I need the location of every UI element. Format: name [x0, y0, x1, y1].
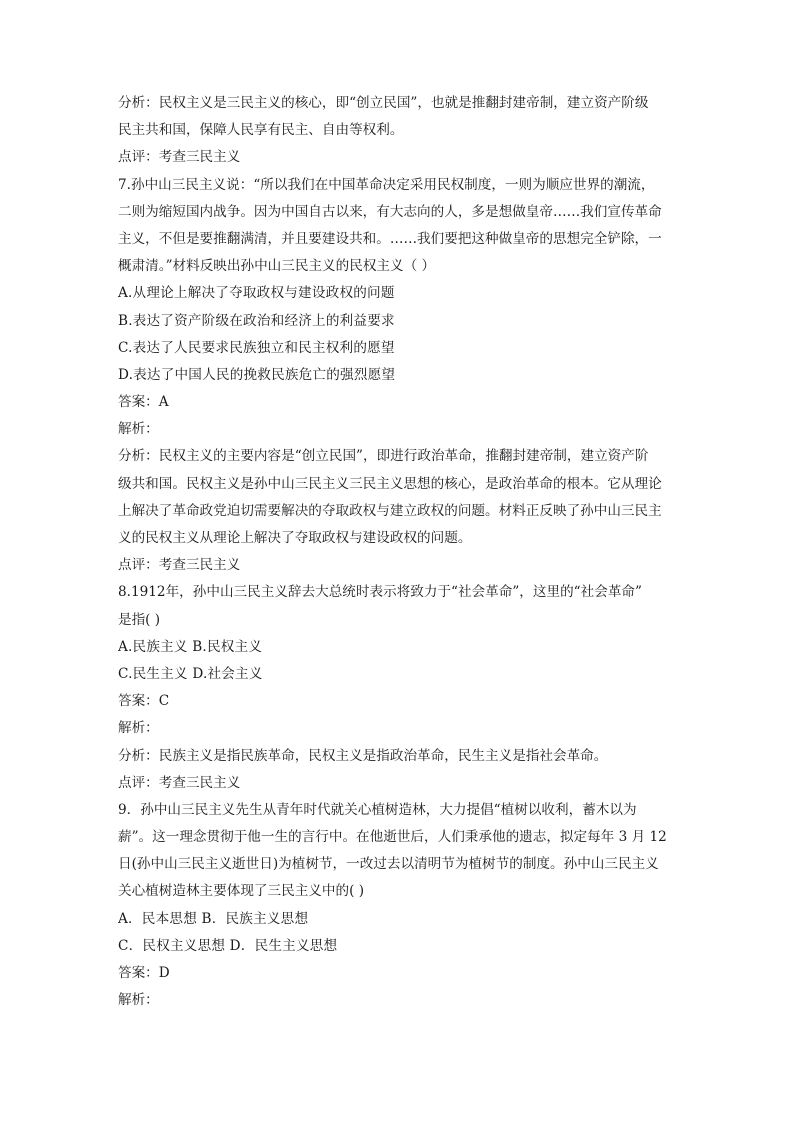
question-9-stem: 关心植树造林主要体现了三民主义中的( )	[118, 883, 365, 900]
question-7-stem: 二则为缩短国内战争。因为中国自古以来，有大志向的人，多是想做皇帝……我们宣传革命	[118, 203, 662, 220]
question-9-explanation-heading: 解析：	[118, 992, 159, 1009]
question-8-explanation-heading: 解析：	[118, 720, 159, 737]
question-7-stem: 概肃清。”材料反映出孙中山三民主义的民权主义（ ）	[118, 258, 436, 275]
question-7-option-d: D.表达了中国人民的挽救民族危亡的强烈愿望	[118, 366, 396, 383]
text-line: 民主共和国，保障人民享有民主、自由等权利。	[118, 122, 404, 139]
question-7-answer: 答案：A	[118, 394, 169, 411]
question-9-stem: 9．孙中山三民主义先生从青年时代就关心植树造林，大力提倡“植树以收利，蓄木以为	[118, 801, 637, 818]
question-7-analysis: 上解决了革命政党迫切需要解决的夺取政权与建立政权的问题。材料正反映了孙中山三民主	[118, 502, 662, 519]
question-7-explanation-heading: 解析：	[118, 421, 159, 438]
question-8-options-ab: A.民族主义 B.民权主义	[118, 638, 263, 655]
question-7-analysis: 级共和国。民权主义是孙中山三民主义三民主义思想的核心，是政治革命的根本。它从理论	[118, 475, 662, 492]
question-8-stem: 8.1912年，孙中山三民主义辞去大总统时表示将致力于“社会革命”，这里的“社会革命”	[118, 584, 642, 601]
question-7-stem: 主义，不但是要推翻满清，并且要建设共和。……我们要把这种做皇帝的思想完全铲除，一	[118, 230, 662, 247]
question-7-option-b: B.表达了资产阶级在政治和经济上的利益要求	[118, 312, 395, 329]
question-8-answer: 答案：C	[118, 693, 170, 710]
question-8-comment: 点评：考查三民主义	[118, 774, 241, 791]
question-7-comment: 点评：考查三民主义	[118, 557, 241, 574]
question-8-analysis: 分析：民族主义是指民族革命，民权主义是指政治革命，民生主义是指社会革命。	[118, 747, 608, 764]
question-8-options-cd: C.民生主义 D.社会主义	[118, 665, 263, 682]
text-line: 分析：民权主义是三民主义的核心，即“创立民国”，也就是推翻封建帝制，建立资产阶级	[118, 95, 649, 111]
question-7-analysis: 分析：民权主义的主要内容是“创立民国”，即进行政治革命，推翻封建帝制，建立资产阶	[118, 448, 649, 465]
question-9-answer: 答案：D	[118, 965, 170, 981]
question-7-analysis: 义的民权主义从理论上解决了夺取政权与建设政权的问题。	[118, 530, 472, 546]
question-7-option-c: C.表达了人民要求民族独立和民主权利的愿望	[118, 339, 395, 356]
question-9-options-cd: C．民权主义思想 D．民生主义思想	[118, 937, 338, 954]
question-9-stem: 日(孙中山三民主义逝世日)为植树节，一改过去以清明节为植树节的制度。孙中山三民主义	[118, 856, 659, 873]
question-7-option-a: A.从理论上解决了夺取政权与建设政权的问题	[118, 285, 395, 302]
question-9-options-ab: A．民本思想 B．民族主义思想	[118, 910, 309, 927]
question-7-stem: 7.孙中山三民主义说：“所以我们在中国革命决定采用民权制度，一则为顺应世界的潮流，	[118, 176, 655, 193]
question-8-stem: 是指( )	[118, 611, 161, 628]
document-page	[118, 90, 678, 1014]
question-9-stem: 薪”。这一理念贯彻于他一生的言行中。在他逝世后，人们秉承他的遗志，拟定每年 3 月 12	[118, 829, 667, 846]
comment-line: 点评：考查三民主义	[118, 149, 241, 166]
